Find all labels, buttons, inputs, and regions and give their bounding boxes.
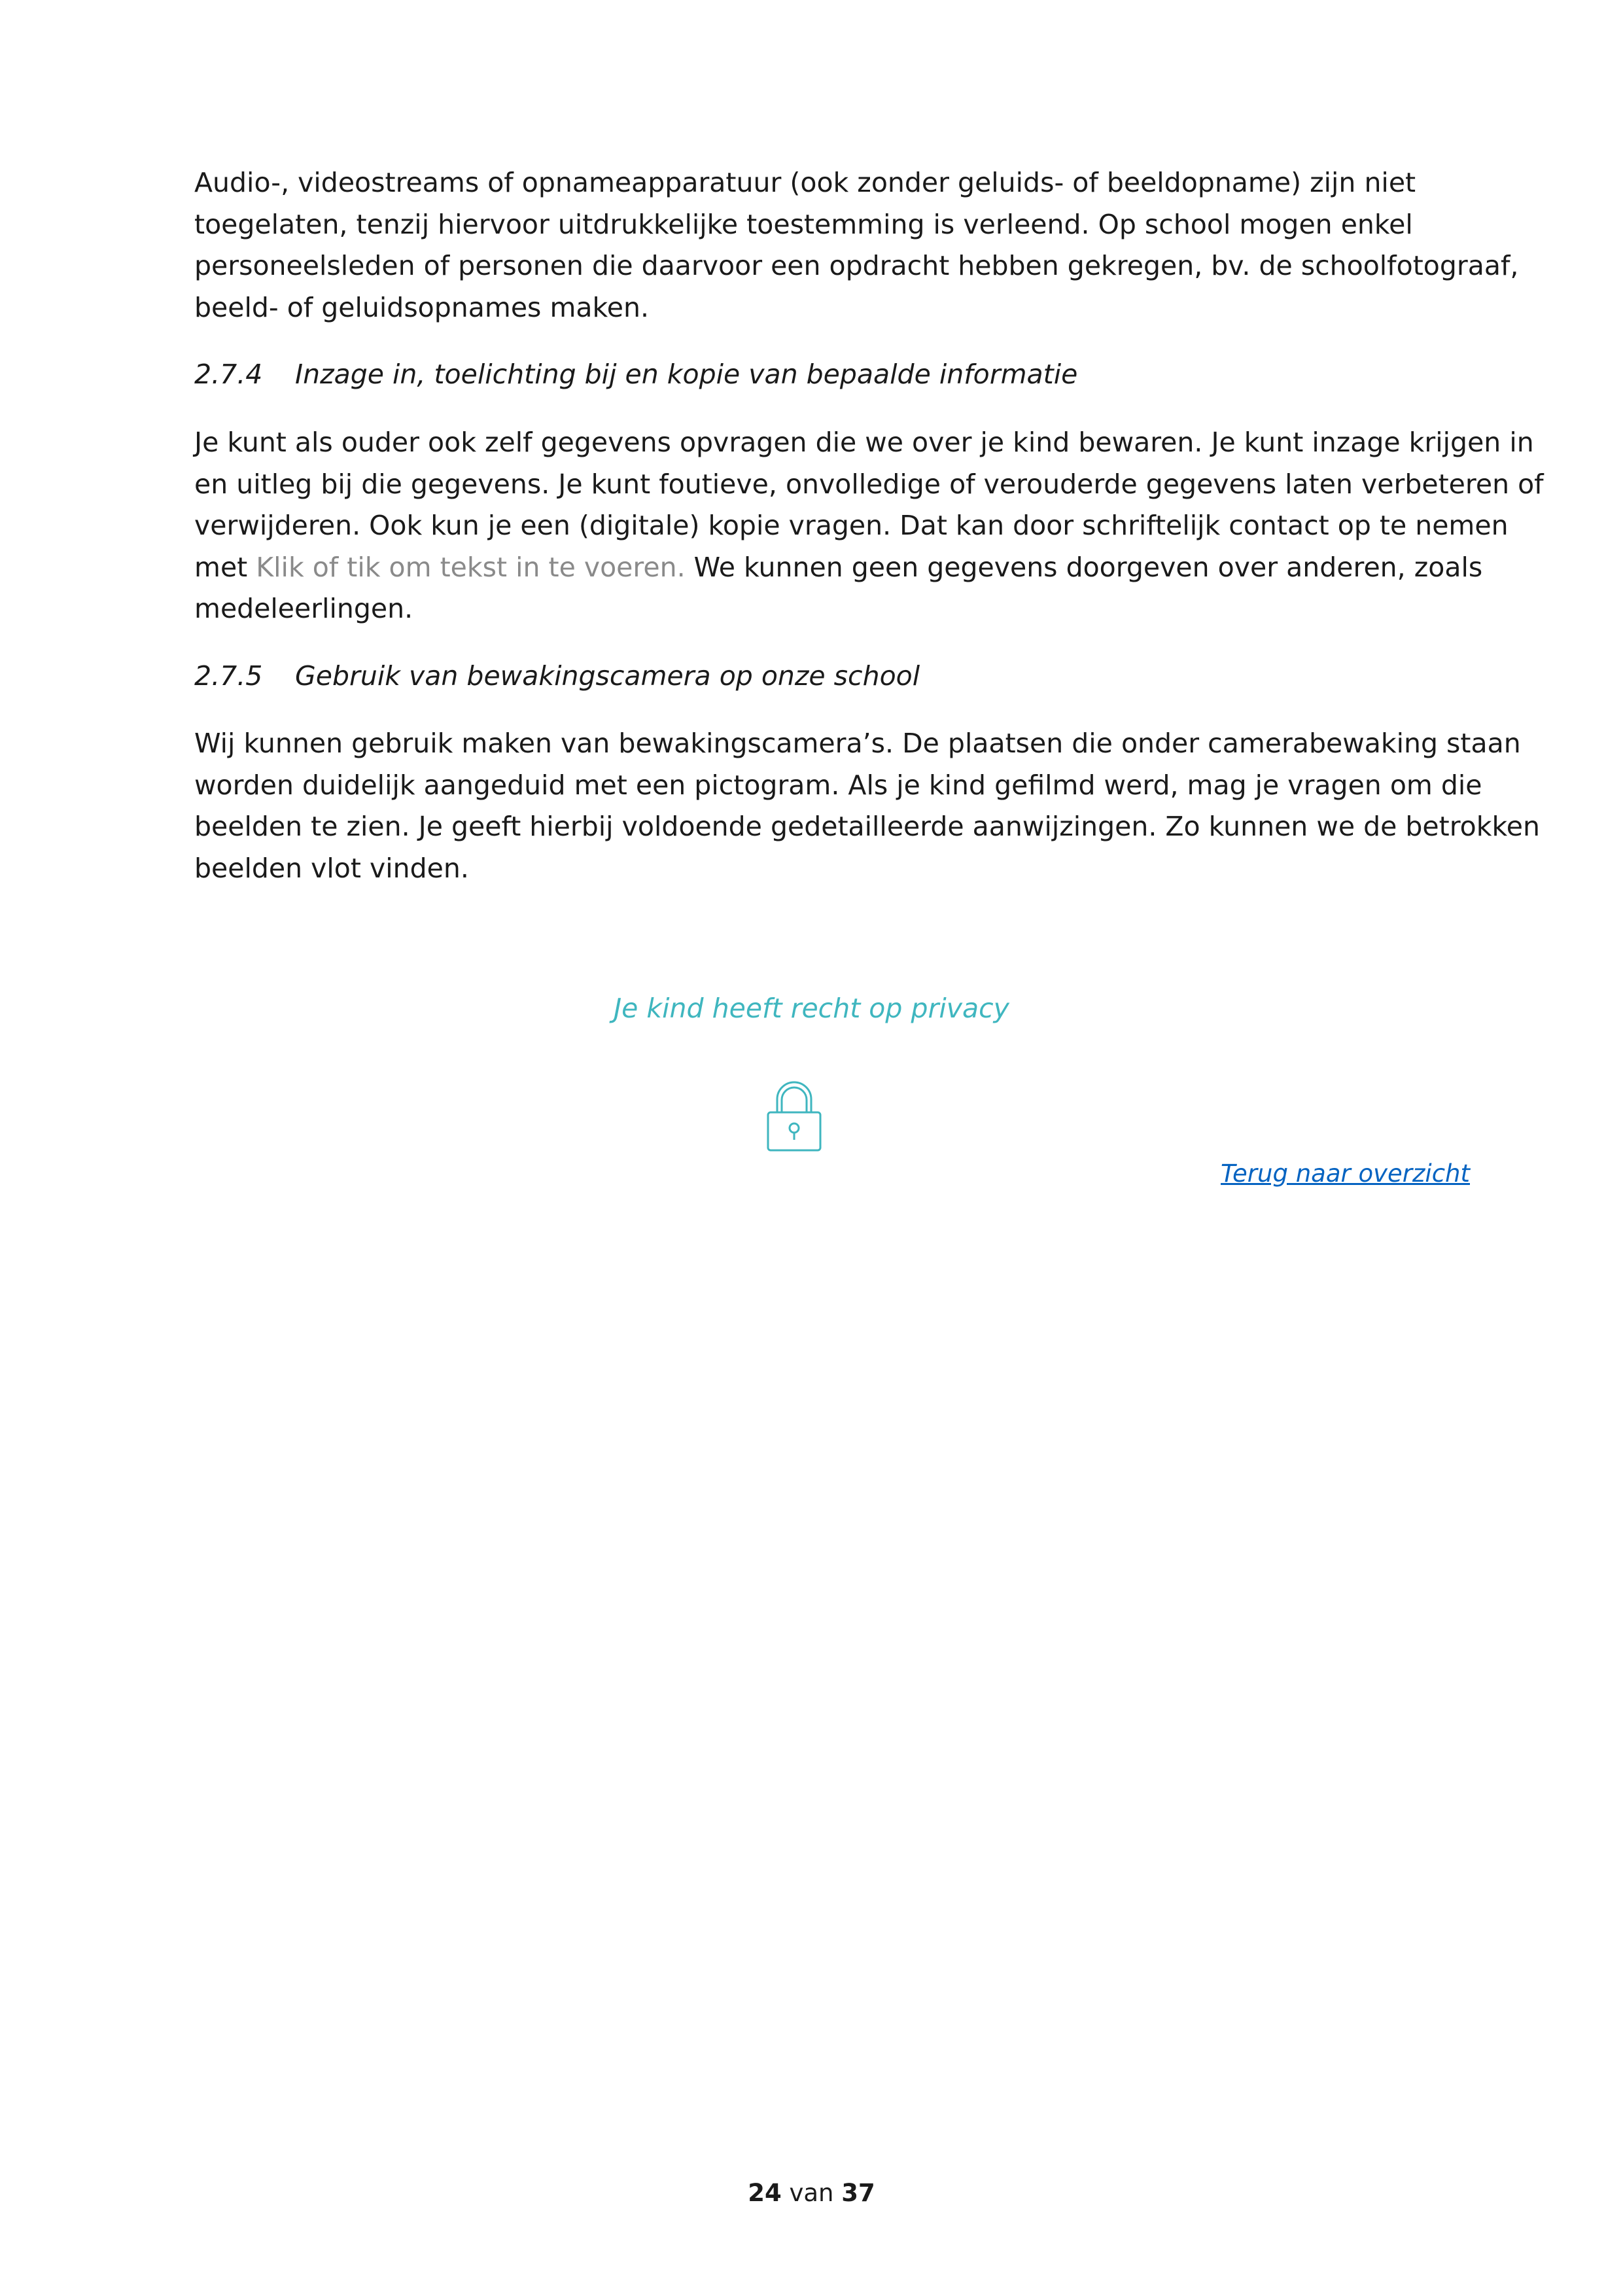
section-title: Inzage in, toelichting bij en kopie van bepaalde informatie bbox=[295, 359, 1078, 390]
paragraph-recording-policy bbox=[194, 162, 1519, 328]
lock-icon bbox=[765, 1080, 823, 1153]
paragraph-line: Wij kunnen gebruik maken van bewakingscamera’s. De plaatsen die onder camerabewaking staan bbox=[194, 728, 1521, 759]
paragraph-line: worden duidelijk aangeduid met een pictogram. Als je kind gefilmd werd, mag je vragen om die bbox=[194, 769, 1482, 801]
paragraph-line: beeld- of geluidsopnames maken. bbox=[194, 291, 650, 323]
paragraph-line: personeelsleden of personen die daarvoor een opdracht hebben gekregen, bv. de schoolfotograaf, bbox=[194, 250, 1519, 281]
paragraph-line: en uitleg bij die gegevens. Je kunt foutieve, onvolledige of verouderde gegevens laten verbeteren of bbox=[194, 468, 1544, 500]
paragraph-line: beelden vlot vinden. bbox=[194, 852, 469, 884]
paragraph-data-access bbox=[194, 422, 1544, 630]
paragraph-security-camera bbox=[194, 723, 1540, 889]
privacy-tagline: Je kind heeft recht op privacy bbox=[614, 993, 1009, 1024]
page-footer bbox=[0, 2179, 1623, 2207]
total-page-count: 37 bbox=[841, 2179, 875, 2207]
section-title: Gebruik van bewakingscamera op onze school bbox=[295, 660, 920, 692]
section-heading-2-7-4 bbox=[194, 354, 1077, 395]
section-heading-2-7-5 bbox=[194, 656, 920, 697]
contact-placeholder-field[interactable]: Klik of tik om tekst in te voeren. bbox=[256, 551, 686, 583]
section-number: 2.7.4 bbox=[194, 359, 263, 390]
current-page-number: 24 bbox=[748, 2179, 782, 2207]
paragraph-line bbox=[194, 547, 1483, 589]
line-suffix: We kunnen geen gegevens doorgeven over anderen, zoals bbox=[685, 551, 1483, 583]
paragraph-line: medeleerlingen. bbox=[194, 593, 413, 624]
line-prefix: met bbox=[194, 551, 256, 583]
back-to-overview-link[interactable]: Terug naar overzicht bbox=[1221, 1159, 1470, 1188]
paragraph-line: Audio-, videostreams of opnameapparatuur (ook zonder geluids- of beeldopname) zijn niet bbox=[194, 167, 1416, 198]
page-separator: van bbox=[781, 2179, 842, 2207]
section-number: 2.7.5 bbox=[194, 660, 263, 692]
paragraph-line: toegelaten, tenzij hiervoor uitdrukkelijke toestemming is verleend. Op school mogen enkel bbox=[194, 208, 1413, 240]
paragraph-line: beelden te zien. Je geeft hierbij voldoende gedetailleerde aanwijzingen. Zo kunnen we de betrokken bbox=[194, 811, 1540, 842]
paragraph-line: Je kunt als ouder ook zelf gegevens opvragen die we over je kind bewaren. Je kunt inzage krijgen in bbox=[194, 427, 1534, 458]
paragraph-line: verwijderen. Ook kun je een (digitale) kopie vragen. Dat kan door schriftelijk contact op te nemen bbox=[194, 510, 1509, 541]
